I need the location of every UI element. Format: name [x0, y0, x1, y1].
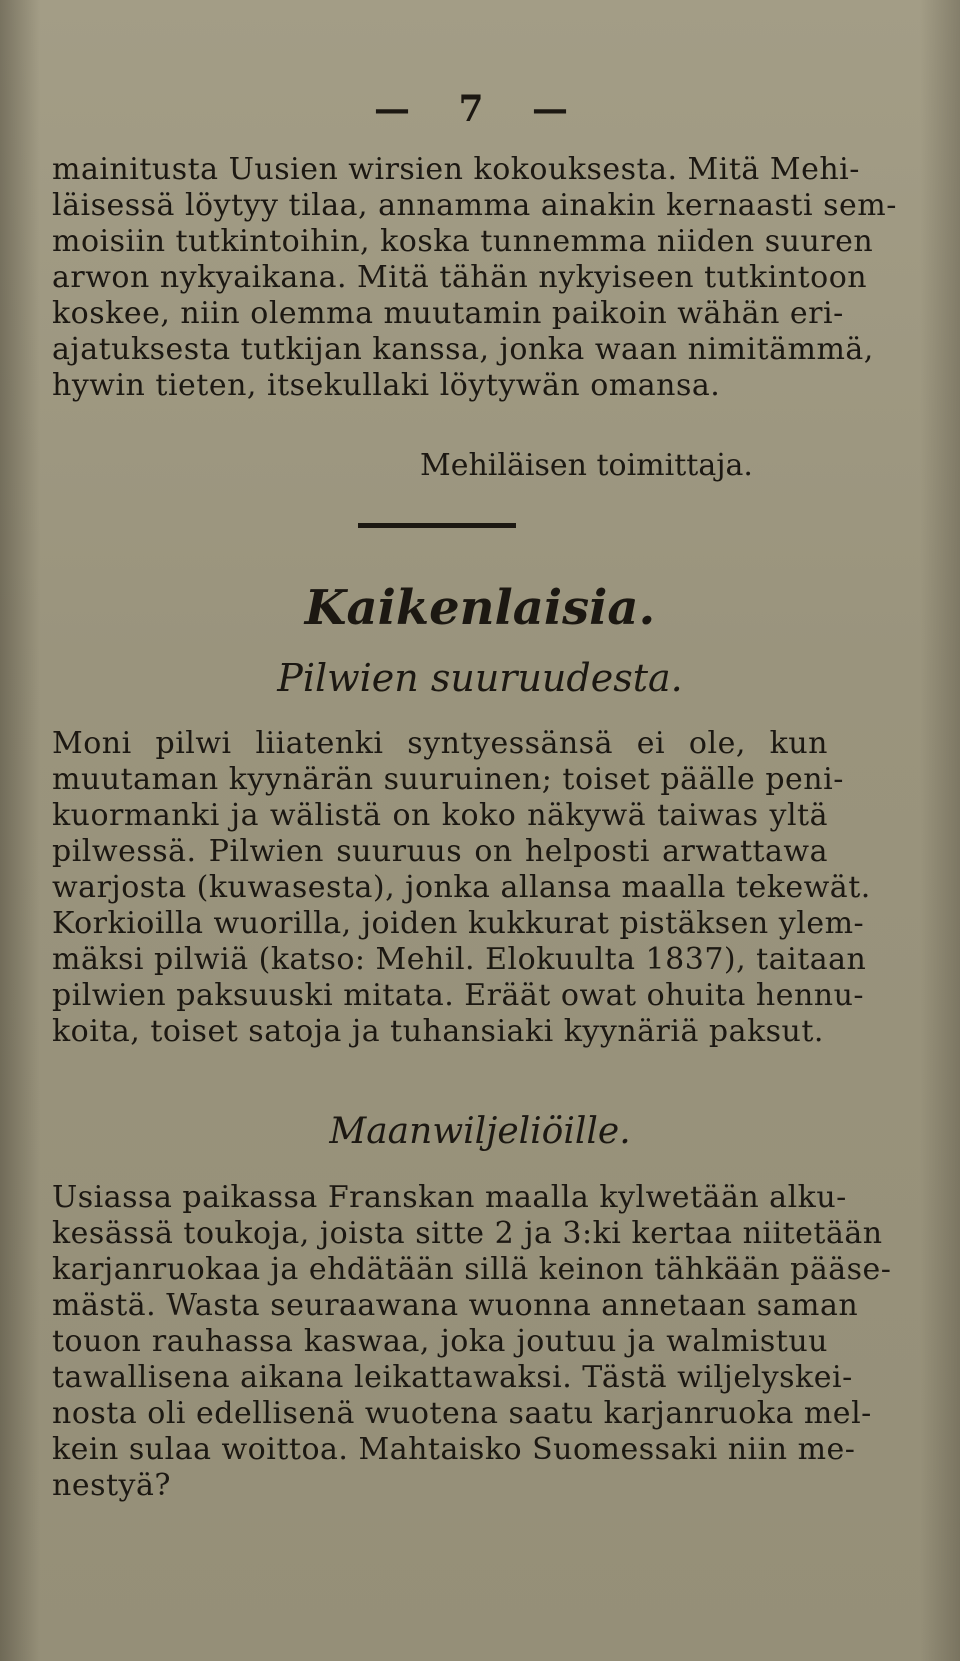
text-line: mäksi pilwiä (katso: Mehil. Elokuulta 1837), taitaan: [52, 942, 867, 977]
farmers-paragraph: [52, 1180, 892, 1504]
section-title: Kaikenlaisia.: [304, 580, 656, 636]
article-title-farmers: Maanwiljeliöille.: [329, 1111, 631, 1152]
text-line: pilwessä. Pilwien suuruus on helposti arwattawa: [52, 834, 828, 869]
page-number: — 7 —: [373, 88, 587, 130]
text-line: tawallisena aikana leikattawaksi. Tästä wiljelyskei-: [52, 1360, 853, 1395]
text-line: läisessä löytyy tilaa, annamma ainakin kernaasti sem-: [52, 188, 897, 223]
page-edge-shadow-left: [0, 0, 40, 1661]
text-line: koita, toiset satoja ja tuhansiaki kyynäriä paksut.: [52, 1014, 824, 1049]
text-line: moisiin tutkintoihin, koska tunnemma niiden suuren: [52, 224, 874, 259]
article-title-clouds: Pilwien suuruudesta.: [277, 656, 683, 700]
page-edge-shadow-right: [920, 0, 960, 1661]
text-line: koskee, niin olemma muutamin paikoin wähän eri-: [52, 296, 844, 331]
text-line: kuormanki ja wälistä on koko näkywä taiwas yltä: [52, 798, 828, 833]
text-line: mainitusta Uusien wirsien kokouksesta. Mitä Mehi-: [52, 152, 860, 187]
text-line: nosta oli edellisenä wuotena saatu karjanruoka mel-: [52, 1396, 872, 1431]
text-line: karjanruokaa ja ehdätään sillä keinon tähkään pääse-: [52, 1252, 892, 1287]
text-line: arwon nykyaikana. Mitä tähän nykyiseen tutkintoon: [52, 260, 868, 295]
text-line: touon rauhassa kaswaa, joka joutuu ja walmistuu: [52, 1324, 828, 1359]
clouds-paragraph: [52, 726, 871, 1050]
text-line: mästä. Wasta seuraawana wuonna annetaan saman: [52, 1288, 859, 1323]
section-divider-rule: [358, 523, 516, 528]
text-line: Moni pilwi liiatenki syntyessänsä ei ole, kun: [52, 726, 828, 761]
text-line: kein sulaa woittoa. Mahtaisko Suomessaki niin me-: [52, 1432, 856, 1467]
text-line: kesässä toukoja, joista sitte 2 ja 3:ki kertaa niitetään: [52, 1216, 883, 1251]
text-line: Korkioilla wuorilla, joiden kukkurat pistäksen ylem-: [52, 906, 865, 941]
text-line: warjosta (kuwasesta), jonka allansa maalla tekewät.: [52, 870, 871, 905]
text-line: pilwien paksuuski mitata. Eräät owat ohuita hennu-: [52, 978, 865, 1013]
text-line: Usiassa paikassa Franskan maalla kylwetään alku-: [52, 1180, 847, 1215]
intro-paragraph: [52, 152, 897, 404]
text-line: ajatuksesta tutkijan kanssa, jonka waan nimitämmä,: [52, 332, 874, 367]
text-line: nestyä?: [52, 1468, 171, 1503]
text-line: muutaman kyynärän suuruinen; toiset päälle peni-: [52, 762, 844, 797]
editor-signature: Mehiläisen toimittaja.: [420, 448, 753, 483]
text-line: hywin tieten, itsekullaki löytywän omansa.: [52, 368, 721, 403]
